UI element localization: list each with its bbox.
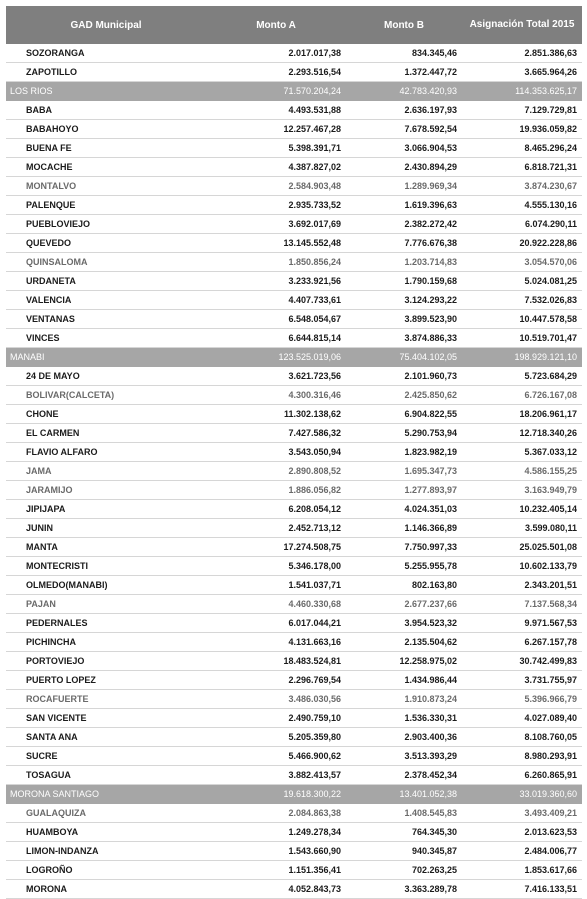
table-row: [6, 405, 582, 424]
table-row: [6, 44, 582, 63]
table-row: [6, 709, 582, 728]
cell-asignacion-total: 6.074.290,11: [462, 215, 582, 234]
cell-gad-name: TOSAGUA: [6, 766, 206, 785]
cell-gad-name: FLAVIO ALFARO: [6, 443, 206, 462]
cell-monto-b: 802.163,80: [346, 576, 462, 595]
cell-gad-name: PICHINCHA: [6, 633, 206, 652]
cell-asignacion-total: 6.267.157,78: [462, 633, 582, 652]
cell-gad-name: PEDERNALES: [6, 614, 206, 633]
province-row: [6, 785, 582, 804]
cell-asignacion-total: 33.019.360,60: [462, 785, 582, 804]
table-row: [6, 842, 582, 861]
cell-asignacion-total: 25.025.501,08: [462, 538, 582, 557]
cell-asignacion-total: 3.665.964,26: [462, 63, 582, 82]
table-row: [6, 329, 582, 348]
table-row: [6, 766, 582, 785]
cell-gad-name: JAMA: [6, 462, 206, 481]
cell-monto-a: 3.486.030,56: [206, 690, 346, 709]
cell-asignacion-total: 1.853.617,66: [462, 861, 582, 880]
cell-asignacion-total: 10.447.578,58: [462, 310, 582, 329]
cell-monto-a: 2.296.769,54: [206, 671, 346, 690]
table-row: [6, 880, 582, 899]
table-row: [6, 234, 582, 253]
cell-monto-a: 3.692.017,69: [206, 215, 346, 234]
cell-monto-a: 1.249.278,34: [206, 823, 346, 842]
cell-monto-b: 2.378.452,34: [346, 766, 462, 785]
cell-monto-b: 3.363.289,78: [346, 880, 462, 899]
cell-monto-b: 2.677.237,66: [346, 595, 462, 614]
table-body: [6, 44, 582, 899]
cell-monto-a: 5.466.900,62: [206, 747, 346, 766]
header-row: [6, 6, 582, 44]
cell-gad-name: QUEVEDO: [6, 234, 206, 253]
cell-monto-b: 2.636.197,93: [346, 101, 462, 120]
cell-monto-b: 3.124.293,22: [346, 291, 462, 310]
cell-asignacion-total: 6.260.865,91: [462, 766, 582, 785]
cell-monto-a: 11.302.138,62: [206, 405, 346, 424]
cell-monto-a: 2.890.808,52: [206, 462, 346, 481]
cell-gad-name: ZAPOTILLO: [6, 63, 206, 82]
cell-monto-b: 3.066.904,53: [346, 139, 462, 158]
cell-monto-a: 4.387.827,02: [206, 158, 346, 177]
table-row: [6, 481, 582, 500]
cell-gad-name: OLMEDO(MANABI): [6, 576, 206, 595]
cell-gad-name: MONTECRISTI: [6, 557, 206, 576]
cell-monto-b: 13.401.052,38: [346, 785, 462, 804]
cell-monto-b: 12.258.975,02: [346, 652, 462, 671]
table-row: [6, 215, 582, 234]
cell-monto-b: 7.750.997,33: [346, 538, 462, 557]
table-header: [6, 6, 582, 44]
table-row: [6, 101, 582, 120]
cell-gad-name: JIPIJAPA: [6, 500, 206, 519]
cell-monto-b: 1.372.447,72: [346, 63, 462, 82]
cell-asignacion-total: 4.555.130,16: [462, 196, 582, 215]
cell-gad-name: QUINSALOMA: [6, 253, 206, 272]
cell-gad-name: LOS RIOS: [6, 82, 206, 101]
cell-asignacion-total: 4.027.089,40: [462, 709, 582, 728]
cell-monto-b: 2.382.272,42: [346, 215, 462, 234]
cell-monto-a: 3.882.413,57: [206, 766, 346, 785]
cell-asignacion-total: 3.731.755,97: [462, 671, 582, 690]
table-row: [6, 595, 582, 614]
cell-asignacion-total: 3.874.230,67: [462, 177, 582, 196]
table-row: [6, 424, 582, 443]
cell-monto-a: 3.543.050,94: [206, 443, 346, 462]
cell-monto-a: 12.257.467,28: [206, 120, 346, 139]
cell-gad-name: SANTA ANA: [6, 728, 206, 747]
cell-asignacion-total: 5.396.966,79: [462, 690, 582, 709]
province-row: [6, 348, 582, 367]
cell-gad-name: VINCES: [6, 329, 206, 348]
cell-monto-b: 2.425.850,62: [346, 386, 462, 405]
cell-gad-name: VALENCIA: [6, 291, 206, 310]
cell-monto-a: 2.490.759,10: [206, 709, 346, 728]
cell-monto-a: 5.398.391,71: [206, 139, 346, 158]
cell-monto-b: 1.823.982,19: [346, 443, 462, 462]
cell-gad-name: MANABI: [6, 348, 206, 367]
table-row: [6, 177, 582, 196]
header-gad-municipal: GAD Municipal: [6, 6, 206, 44]
cell-monto-a: 6.017.044,21: [206, 614, 346, 633]
cell-gad-name: BUENA FE: [6, 139, 206, 158]
table-row: [6, 63, 582, 82]
cell-gad-name: EL CARMEN: [6, 424, 206, 443]
table-row: [6, 690, 582, 709]
cell-monto-a: 17.274.508,75: [206, 538, 346, 557]
cell-gad-name: PALENQUE: [6, 196, 206, 215]
cell-monto-a: 6.644.815,14: [206, 329, 346, 348]
cell-monto-a: 4.460.330,68: [206, 595, 346, 614]
table-row: [6, 139, 582, 158]
cell-asignacion-total: 19.936.059,82: [462, 120, 582, 139]
cell-gad-name: BABA: [6, 101, 206, 120]
cell-asignacion-total: 114.353.625,17: [462, 82, 582, 101]
cell-gad-name: LIMON-INDANZA: [6, 842, 206, 861]
cell-gad-name: SAN VICENTE: [6, 709, 206, 728]
cell-monto-b: 5.255.955,78: [346, 557, 462, 576]
table-row: [6, 576, 582, 595]
table-row: [6, 747, 582, 766]
table-row: [6, 614, 582, 633]
table-row: [6, 804, 582, 823]
cell-gad-name: CHONE: [6, 405, 206, 424]
cell-asignacion-total: 10.232.405,14: [462, 500, 582, 519]
cell-monto-a: 4.493.531,88: [206, 101, 346, 120]
cell-monto-a: 3.233.921,56: [206, 272, 346, 291]
cell-asignacion-total: 30.742.499,83: [462, 652, 582, 671]
table-row: [6, 196, 582, 215]
cell-monto-b: 2.101.960,73: [346, 367, 462, 386]
cell-monto-b: 42.783.420,93: [346, 82, 462, 101]
cell-monto-a: 1.850.856,24: [206, 253, 346, 272]
cell-monto-b: 940.345,87: [346, 842, 462, 861]
cell-monto-a: 1.886.056,82: [206, 481, 346, 500]
cell-monto-b: 1.434.986,44: [346, 671, 462, 690]
cell-asignacion-total: 3.599.080,11: [462, 519, 582, 538]
cell-asignacion-total: 6.818.721,31: [462, 158, 582, 177]
cell-gad-name: PAJAN: [6, 595, 206, 614]
cell-monto-a: 6.548.054,67: [206, 310, 346, 329]
cell-asignacion-total: 6.726.167,08: [462, 386, 582, 405]
cell-monto-a: 7.427.586,32: [206, 424, 346, 443]
cell-asignacion-total: 7.416.133,51: [462, 880, 582, 899]
cell-gad-name: PUEBLOVIEJO: [6, 215, 206, 234]
table-row: [6, 519, 582, 538]
cell-monto-b: 1.910.873,24: [346, 690, 462, 709]
table-row: [6, 728, 582, 747]
table-row: [6, 462, 582, 481]
cell-asignacion-total: 10.519.701,47: [462, 329, 582, 348]
cell-monto-a: 2.084.863,38: [206, 804, 346, 823]
cell-asignacion-total: 2.484.006,77: [462, 842, 582, 861]
cell-asignacion-total: 5.367.033,12: [462, 443, 582, 462]
allocation-table-sheet: [6, 6, 582, 899]
cell-monto-a: 4.131.663,16: [206, 633, 346, 652]
cell-gad-name: GUALAQUIZA: [6, 804, 206, 823]
header-monto-b: Monto B: [346, 6, 462, 44]
table-row: [6, 443, 582, 462]
cell-gad-name: PUERTO LOPEZ: [6, 671, 206, 690]
cell-monto-a: 3.621.723,56: [206, 367, 346, 386]
cell-asignacion-total: 2.343.201,51: [462, 576, 582, 595]
allocation-table: [6, 6, 582, 899]
cell-gad-name: ROCAFUERTE: [6, 690, 206, 709]
cell-asignacion-total: 8.465.296,24: [462, 139, 582, 158]
cell-asignacion-total: 2.013.623,53: [462, 823, 582, 842]
cell-monto-b: 1.146.366,89: [346, 519, 462, 538]
cell-asignacion-total: 8.108.760,05: [462, 728, 582, 747]
cell-gad-name: PORTOVIEJO: [6, 652, 206, 671]
cell-monto-a: 2.935.733,52: [206, 196, 346, 215]
table-row: [6, 671, 582, 690]
cell-asignacion-total: 12.718.340,26: [462, 424, 582, 443]
table-row: [6, 861, 582, 880]
cell-monto-b: 702.263,25: [346, 861, 462, 880]
cell-asignacion-total: 3.054.570,06: [462, 253, 582, 272]
cell-monto-a: 19.618.300,22: [206, 785, 346, 804]
cell-monto-a: 18.483.524,81: [206, 652, 346, 671]
cell-monto-a: 6.208.054,12: [206, 500, 346, 519]
cell-asignacion-total: 10.602.133,79: [462, 557, 582, 576]
table-row: [6, 120, 582, 139]
cell-asignacion-total: 2.851.386,63: [462, 44, 582, 63]
table-row: [6, 310, 582, 329]
cell-asignacion-total: 7.532.026,83: [462, 291, 582, 310]
cell-monto-a: 4.300.316,46: [206, 386, 346, 405]
cell-monto-b: 764.345,30: [346, 823, 462, 842]
cell-asignacion-total: 7.137.568,34: [462, 595, 582, 614]
cell-monto-a: 2.584.903,48: [206, 177, 346, 196]
cell-monto-b: 1.203.714,83: [346, 253, 462, 272]
cell-gad-name: SUCRE: [6, 747, 206, 766]
cell-asignacion-total: 8.980.293,91: [462, 747, 582, 766]
cell-monto-b: 1.277.893,97: [346, 481, 462, 500]
table-row: [6, 823, 582, 842]
cell-monto-a: 4.407.733,61: [206, 291, 346, 310]
cell-gad-name: LOGROÑO: [6, 861, 206, 880]
cell-monto-b: 3.954.523,32: [346, 614, 462, 633]
table-row: [6, 291, 582, 310]
cell-monto-b: 1.619.396,63: [346, 196, 462, 215]
cell-asignacion-total: 3.493.409,21: [462, 804, 582, 823]
cell-monto-b: 7.776.676,38: [346, 234, 462, 253]
table-row: [6, 633, 582, 652]
cell-monto-a: 2.293.516,54: [206, 63, 346, 82]
cell-monto-b: 834.345,46: [346, 44, 462, 63]
cell-monto-b: 2.430.894,29: [346, 158, 462, 177]
cell-asignacion-total: 18.206.961,17: [462, 405, 582, 424]
cell-monto-b: 75.404.102,05: [346, 348, 462, 367]
cell-gad-name: MOCACHE: [6, 158, 206, 177]
cell-gad-name: JUNIN: [6, 519, 206, 538]
cell-gad-name: MANTA: [6, 538, 206, 557]
cell-asignacion-total: 5.723.684,29: [462, 367, 582, 386]
header-monto-a: Monto A: [206, 6, 346, 44]
cell-monto-a: 5.205.359,80: [206, 728, 346, 747]
cell-gad-name: VENTANAS: [6, 310, 206, 329]
cell-monto-a: 2.017.017,38: [206, 44, 346, 63]
cell-asignacion-total: 4.586.155,25: [462, 462, 582, 481]
cell-monto-a: 1.541.037,71: [206, 576, 346, 595]
cell-asignacion-total: 198.929.121,10: [462, 348, 582, 367]
cell-monto-b: 3.513.393,29: [346, 747, 462, 766]
cell-monto-b: 2.903.400,36: [346, 728, 462, 747]
cell-asignacion-total: 9.971.567,53: [462, 614, 582, 633]
table-row: [6, 253, 582, 272]
cell-monto-b: 5.290.753,94: [346, 424, 462, 443]
cell-monto-a: 4.052.843,73: [206, 880, 346, 899]
cell-gad-name: SOZORANGA: [6, 44, 206, 63]
cell-monto-b: 1.695.347,73: [346, 462, 462, 481]
cell-monto-a: 123.525.019,06: [206, 348, 346, 367]
cell-monto-a: 71.570.204,24: [206, 82, 346, 101]
cell-monto-b: 7.678.592,54: [346, 120, 462, 139]
cell-gad-name: BOLIVAR(CALCETA): [6, 386, 206, 405]
cell-gad-name: 24 DE MAYO: [6, 367, 206, 386]
cell-gad-name: BABAHOYO: [6, 120, 206, 139]
cell-monto-a: 1.543.660,90: [206, 842, 346, 861]
cell-monto-b: 6.904.822,55: [346, 405, 462, 424]
table-row: [6, 386, 582, 405]
cell-monto-b: 1.289.969,34: [346, 177, 462, 196]
cell-monto-b: 1.408.545,83: [346, 804, 462, 823]
header-asignacion-total: Asignación Total 2015: [462, 6, 582, 44]
cell-monto-b: 2.135.504,62: [346, 633, 462, 652]
cell-gad-name: URDANETA: [6, 272, 206, 291]
cell-gad-name: MONTALVO: [6, 177, 206, 196]
cell-monto-b: 3.899.523,90: [346, 310, 462, 329]
table-row: [6, 652, 582, 671]
cell-monto-b: 4.024.351,03: [346, 500, 462, 519]
table-row: [6, 272, 582, 291]
table-row: [6, 538, 582, 557]
table-row: [6, 367, 582, 386]
cell-monto-a: 1.151.356,41: [206, 861, 346, 880]
cell-gad-name: MORONA SANTIAGO: [6, 785, 206, 804]
table-row: [6, 557, 582, 576]
cell-monto-a: 2.452.713,12: [206, 519, 346, 538]
cell-monto-a: 13.145.552,48: [206, 234, 346, 253]
cell-monto-a: 5.346.178,00: [206, 557, 346, 576]
cell-asignacion-total: 7.129.729,81: [462, 101, 582, 120]
cell-monto-b: 1.536.330,31: [346, 709, 462, 728]
cell-gad-name: HUAMBOYA: [6, 823, 206, 842]
table-row: [6, 158, 582, 177]
cell-monto-b: 1.790.159,68: [346, 272, 462, 291]
province-row: [6, 82, 582, 101]
table-row: [6, 500, 582, 519]
cell-asignacion-total: 5.024.081,25: [462, 272, 582, 291]
cell-gad-name: JARAMIJO: [6, 481, 206, 500]
cell-asignacion-total: 3.163.949,79: [462, 481, 582, 500]
cell-gad-name: MORONA: [6, 880, 206, 899]
cell-asignacion-total: 20.922.228,86: [462, 234, 582, 253]
cell-monto-b: 3.874.886,33: [346, 329, 462, 348]
